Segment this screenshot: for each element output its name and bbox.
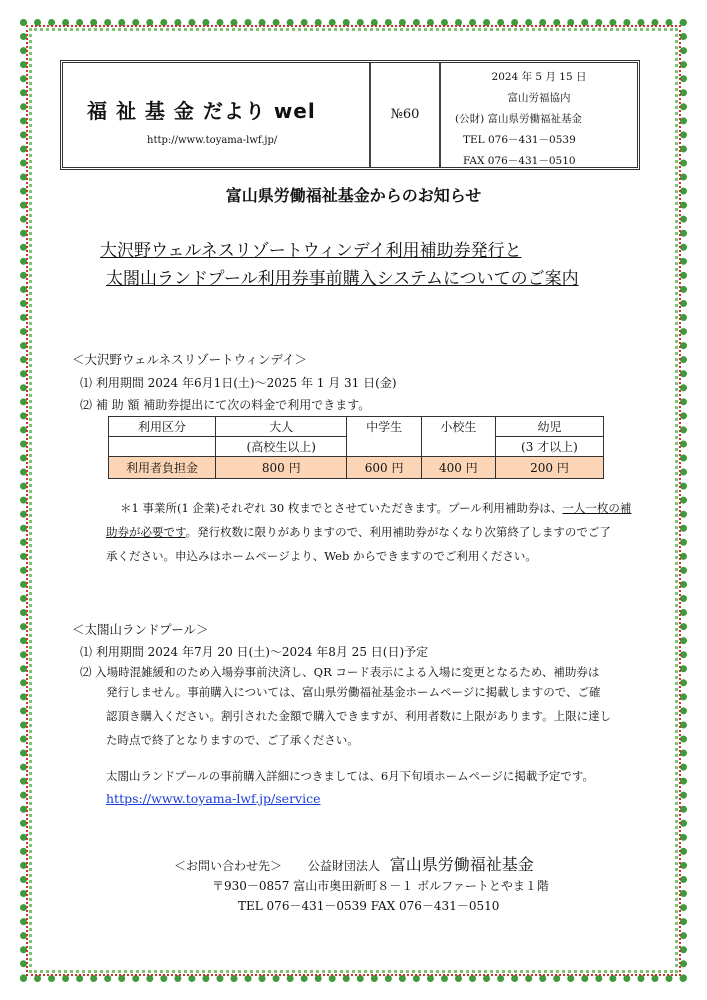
note-line1-emphasis: 一人一枚の補	[562, 501, 632, 515]
contact-address: 〒930－0857 富山市奥田新町８－１ ボルファートとやま１階	[212, 879, 549, 893]
newsletter-header	[60, 60, 640, 170]
section2-item2-line4: た時点で終了となりますので、ご了承ください。	[106, 733, 359, 747]
section2-item2-line1: ⑵ 入場時混雑緩和のため入場券事前決済し、QR コード表示による入場に変更となるため、補助券は	[80, 665, 600, 679]
section2-period: ⑴ 利用期間 2024 年7月 20 日(土)～2024 年8月 25 日(日)予定	[80, 645, 429, 659]
section1-heading: ＜大沢野ウェルネスリゾートウィンデイ＞	[72, 352, 308, 367]
fee-row-label: 利用者負担金	[109, 457, 216, 479]
contact-phones: TEL 076－431－0539 FAX 076－431－0510	[238, 899, 500, 913]
contact-heading	[174, 852, 534, 875]
section2-detail: 太閤山ランドプールの事前購入詳細につきましては、6月下旬頃ホームページに掲載予定です。	[106, 769, 595, 783]
header-url: http://www.toyama-lwf.jp/	[147, 135, 278, 146]
contact-org-type: 公益財団法人	[307, 859, 380, 873]
section2-heading: ＜太閤山ランドプール＞	[72, 622, 209, 637]
header-info-cell	[441, 63, 637, 167]
main-title-line1: 大沢野ウェルネスリゾートウィンデイ利用補助券発行と	[100, 241, 522, 261]
service-link[interactable]: https://www.toyama-lwf.jp/service	[106, 791, 321, 806]
fee-col-adult: 大人	[216, 417, 347, 437]
section1-subsidy: ⑵ 補 助 額 補助券提出にて次の料金で利用できます。	[80, 398, 371, 412]
header-tel: TEL 076－431－0539	[463, 134, 576, 146]
fee-col-junior-high: 中学生	[347, 417, 421, 457]
note-line2: 。発行枚数に限りがありますので、利用補助券がなくなり次第終了しますのでご了	[185, 525, 611, 539]
fee-elementary: 400 円	[421, 457, 495, 479]
fee-table-header-label: 利用区分	[109, 417, 216, 437]
header-title-cell	[63, 63, 371, 167]
foundation-name: (公財) 富山県労働福祉基金	[455, 113, 583, 125]
header-fax: FAX 076－431－0510	[463, 155, 576, 167]
issue-number: №60	[390, 107, 420, 122]
fee-table	[108, 416, 604, 479]
header-issue-cell	[371, 63, 441, 167]
fee-col-infant: 幼児	[495, 417, 603, 437]
office-name: 富山労福協内	[507, 92, 571, 104]
fee-infant: 200 円	[495, 457, 603, 479]
main-title-line2: 太閤山ランドプール利用券事前購入システムについてのご案内	[106, 269, 579, 289]
contact-org-name: 富山県労働福祉基金	[389, 855, 534, 874]
contact-label: ＜お問い合わせ先＞	[174, 859, 283, 873]
note-line1: ＊1 事業所(1 企業)それぞれ 30 枚までとさせていただきます。プール利用補助券は、	[120, 501, 563, 515]
issue-date: 2024 年 5 月 15 日	[491, 71, 587, 83]
section1-period: ⑴ 利用期間 2024 年6月1日(土)～2025 年 1 月 31 日(金)	[80, 376, 397, 390]
fee-junior-high: 600 円	[347, 457, 421, 479]
newsletter-title: 福 祉 基 金 だより wel	[87, 99, 316, 123]
fee-col-adult-sub: (高校生以上)	[216, 437, 347, 457]
section2-item2-line2: 発行しません。事前購入については、富山県労働福祉基金ホームページに掲載しますので、ご確	[106, 685, 601, 699]
notice-title: 富山県労働福祉基金からのお知らせ	[225, 186, 482, 205]
section2-item2-line3: 認頂き購入ください。割引された金額で購入できますが、利用者数に上限があります。上限に達し	[106, 709, 612, 723]
section1-note	[106, 496, 650, 568]
note-line3: 承ください。申込みはホームページより、Web からできますのでご利用ください。	[106, 549, 537, 563]
fee-adult: 800 円	[216, 457, 347, 479]
section2-item2	[106, 680, 646, 752]
fee-col-elementary: 小校生	[421, 417, 495, 457]
fee-col-infant-sub: (3 才以上)	[495, 437, 603, 457]
fee-table-header-blank	[109, 437, 216, 457]
note-line2-emphasis: 助券が必要です	[106, 525, 186, 539]
